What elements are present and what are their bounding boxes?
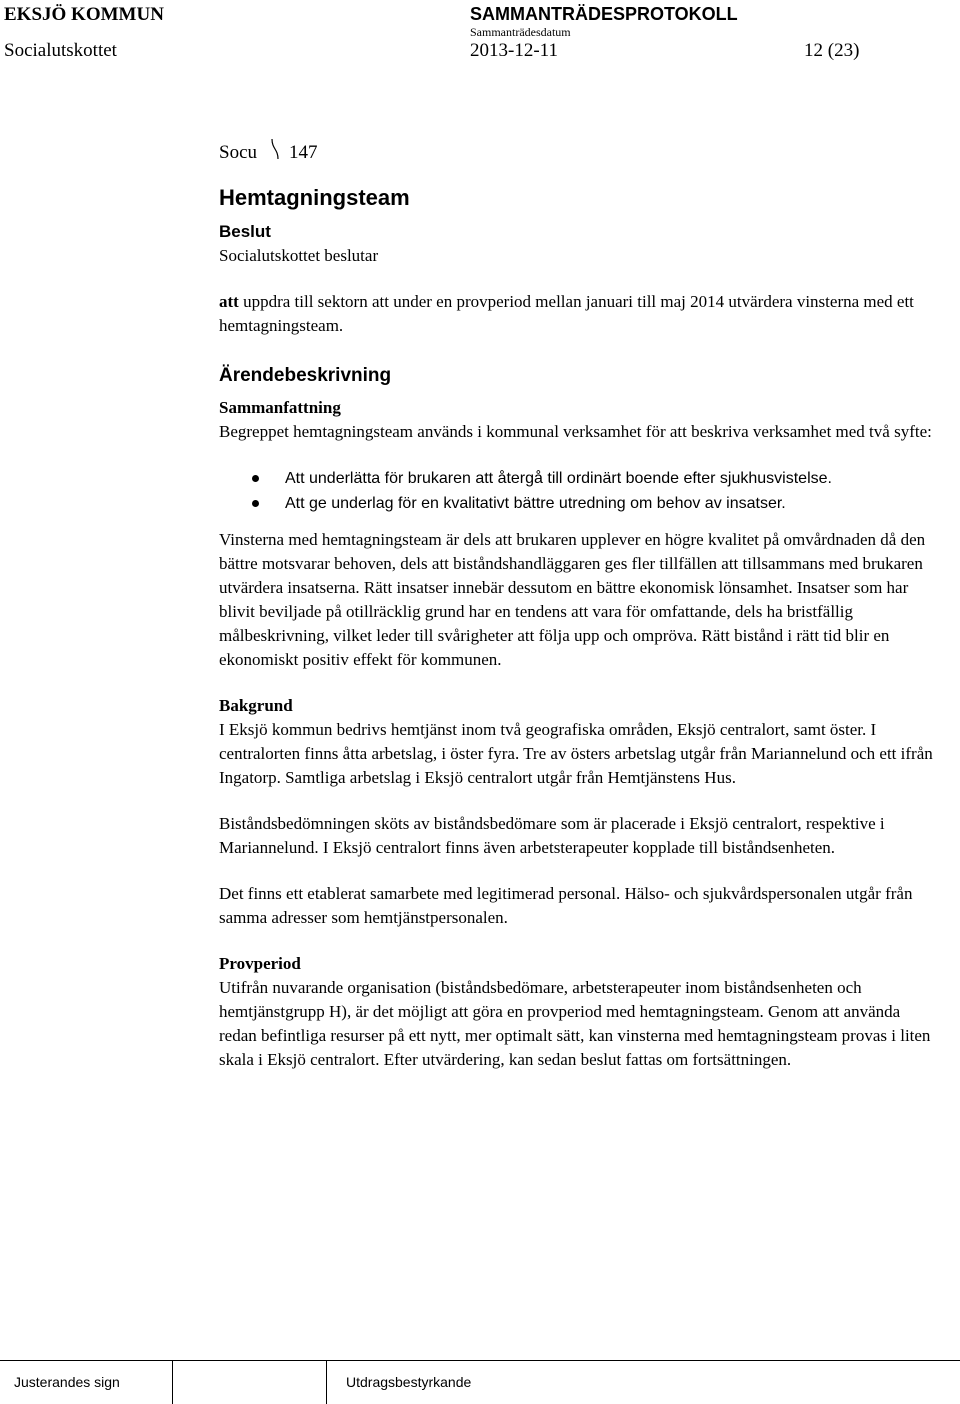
footer-column-divider [326,1360,327,1404]
trial-paragraph: Utifrån nuvarande organisation (biståndsbedömare, arbetsterapeuter inom biståndsenheten och hemtjänstgrupp H), är det möjligt att göra en provperiod med hemtagningsteam. Genom att använda redan befintliga resurser på ett nytt, mer optimalt sätt, kan vinsterna med hemtagningsteam provas i liten skala i Eksjö centralort. Efter utvärdering, kan sedan beslut fattas om fortsättningen. [219,978,931,1069]
meeting-date: 2013-12-11 [470,40,558,61]
extract-label: Utdragsbestyrkande [346,1374,472,1390]
background-heading: Bakgrund [219,696,293,715]
page-title: Hemtagningsteam [219,185,410,210]
purpose-list [219,466,939,516]
committee-name: Socialutskottet [4,40,117,61]
list-item [219,491,939,516]
list-item [219,466,939,491]
paragraph-number: 147 [289,142,318,163]
decision-text [219,290,939,338]
decision-att: att [219,292,239,311]
trial-heading: Provperiod [219,954,301,973]
document-type: SAMMANTRÄDESPROTOKOLL [470,4,738,24]
background-paragraph-1: I Eksjö kommun bedrivs hemtjänst inom två geografiska områden, Eksjö centralort, samt öster. I centralorten finns åtta arbetslag, i öster fyra. Tre av östers arbetslag utgår från Mariannelund och ett ifrån Ingatorp. Samtliga arbetslag i Eksjö centralort utgår från Hemtjänstens Hus. [219,720,933,787]
summary-heading-text: Sammanfattning [219,398,341,417]
background-paragraph-2: Biståndsbedömningen sköts av biståndsbedömare som är placerade i Eksjö centralort, respektive i Mariannelund. I Eksjö centralort finns även arbetsterapeuter kopplade till biståndsenheten. [219,814,885,857]
decision-intro: Socialutskottet beslutar [219,246,379,265]
signature-footer [0,1360,960,1404]
date-label: Sammanträdesdatum [470,25,571,39]
background-paragraph-3: Det finns ett etablerat samarbete med legitimerad personal. Hälso- och sjukvårdspersonalen utgår från samma adresser som hemtjänstpersonalen. [219,884,913,927]
footer-column-divider [172,1360,173,1404]
signature-label: Justerandes sign [14,1374,120,1390]
decision-heading: Beslut [219,222,271,241]
document-body [219,134,939,1072]
list-item-text: Att ge underlag för en kvalitativt bättre utredning om behov av insatser. [285,495,786,512]
page-number: 12 (23) [804,40,860,61]
paragraph-prefix: Socu [219,142,257,163]
list-item-text: Att underlätta för brukaren att återgå till ordinärt boende efter sjukhusvistelse. [285,470,832,487]
summary-text: Begreppet hemtagningsteam används i kommunal verksamhet för att beskriva verksamhet med två syfte: [219,422,932,441]
summary-heading [219,396,939,420]
footer-divider [0,1360,960,1361]
benefits-paragraph: Vinsterna med hemtagningsteam är dels att brukaren upplever en högre kvalitet på omvårdnaden då den bättre motsvarar behoven, dels att biståndshandläggaren ges fler tillfällen att tillsammans med brukaren utvärdera insatserna. Rätt insatser innebär dessutom en bättre ekonomisk lönsamhet. Insatser som har blivit beviljade på otillräcklig grund har en tendens att vara för omfattande, dels ha bristfällig målbeskrivning, vilket leder till svårigheter att följa upp och ompröva. Rätt bistånd i rätt tid blir en ekonomiskt positiv effekt för kommunen. [219,530,926,669]
bullet-icon [252,475,259,482]
bullet-icon [252,500,259,507]
decision-body: uppdra till sektorn att under en provperiod mellan januari till maj 2014 utvärdera vinsterna med ett hemtagningsteam. [219,292,914,335]
organization-name: EKSJÖ KOMMUN [4,4,164,25]
description-heading: Ärendebeskrivning [219,365,392,386]
